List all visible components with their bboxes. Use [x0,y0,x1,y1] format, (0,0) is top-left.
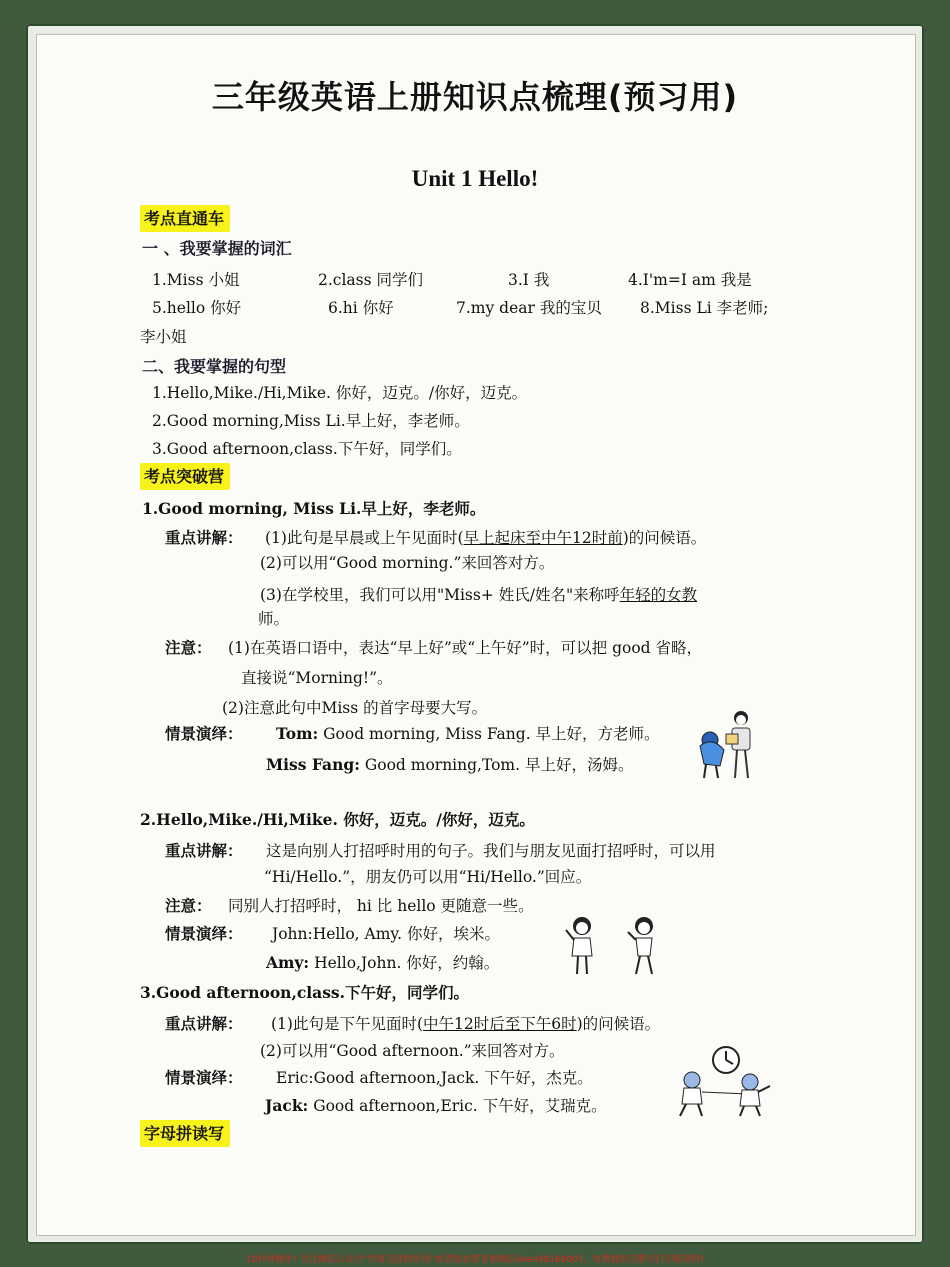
item3-dialog-1: Eric:Good afternoon,Jack. 下午好，杰克。 [276,1069,593,1087]
vocab-item: 7.my dear 我的宝贝 [456,299,602,317]
item1-dialog-1: Tom: Good morning, Miss Fang. 早上好，方老师。 [276,724,660,743]
item2-explain-1: 这是向别人打招呼时用的句子。我们与朋友见面打招呼时，可以用 [266,842,716,860]
greeting-children-illustration [560,912,664,978]
item1-note-label: 注意： [165,639,212,657]
item1-note-1: (1)在英语口语中，表达“早上好”或“上午好”时，可以把 good 省略， [228,639,703,657]
item1-explain-1: (1)此句是早晨或上午见面时(早上起床至中午12时前)的问候语。 [265,529,707,547]
item1-note-2: (2)注意此句中Miss 的首字母要大写。 [222,699,488,717]
sentence-item: 1.Hello,Mike./Hi,Mike. 你好，迈克。/你好，迈克。 [152,384,528,402]
item1-explain-label: 重点讲解： [165,529,243,547]
item3-title: 3.Good afternoon,class.下午好，同学们。 [140,983,470,1002]
teacher-student-illustration [686,706,762,782]
item3-explain-1: (1)此句是下午见面时(中午12时后至下午6时)的问候语。 [271,1015,661,1033]
unit-title: Unit 1 Hello! [411,166,539,191]
vocab-item: 5.hello 你好 [152,299,242,317]
item1-dialog-2: Miss Fang: Good morning,Tom. 早上好，汤姆。 [266,755,634,774]
item1-explain-3-cont: 师。 [258,610,290,628]
item3-explain-label: 重点讲解： [165,1015,243,1033]
clock-children-illustration [668,1044,780,1120]
footer-promo-text: 10秒钟操作! 关注微信公众号“学海无涯助作用”或者添加菜老师微信shen88168007，免费提供完整可打印版资料! [245,1255,705,1265]
vocab-item: 2.class 同学们 [318,271,424,289]
section-kaodian-label: 考点直通车 [140,206,230,229]
vocab-item: 李小姐 [140,328,187,346]
item1-note-1-cont: 直接说“Morning!”。 [241,669,393,687]
item3-explain-2: (2)可以用“Good afternoon.”来回答对方。 [260,1042,565,1060]
item2-scene-label: 情景演绎： [165,925,243,943]
item2-dialog-1: John:Hello, Amy. 你好，埃米。 [272,925,500,943]
vocab-item: 1.Miss 小姐 [152,271,240,289]
item3-dialog-2: Jack: Good afternoon,Eric. 下午好，艾瑞克。 [265,1096,607,1115]
item3-scene-label: 情景演绎： [165,1069,243,1087]
page-title: 三年级英语上册知识点梳理(预习用) [211,78,739,116]
item2-explain-1-cont: “Hi/Hello.”，朋友仍可以用“Hi/Hello.”回应。 [264,868,592,886]
item2-note-label: 注意： [165,897,212,915]
section-zimu-label: 字母拼读写 [140,1121,230,1144]
vocab-item: 3.I 我 [508,271,550,289]
item2-note-1: 同别人打招呼时， hi 比 hello 更随意一些。 [228,897,534,915]
item1-title: 1.Good morning, Miss Li.早上好，李老师。 [142,499,486,518]
item1-explain-3: (3)在学校里，我们可以用"Miss+ 姓氏/姓名"来称呼年轻的女教 [260,586,698,604]
vocab-heading: 一 、我要掌握的词汇 [142,239,292,258]
vocab-item: 8.Miss Li 李老师; [640,299,769,317]
vocab-item: 6.hi 你好 [328,299,394,317]
item2-title: 2.Hello,Mike./Hi,Mike. 你好，迈克。/你好，迈克。 [140,810,535,829]
item2-explain-label: 重点讲解： [165,842,243,860]
item1-scene-label: 情景演绎： [165,725,243,743]
sentence-heading: 二、我要掌握的句型 [142,357,287,376]
item1-explain-2: (2)可以用“Good morning.”来回答对方。 [260,554,555,572]
item2-dialog-2: Amy: Hello,John. 你好，约翰。 [266,953,500,972]
sentence-item: 3.Good afternoon,class.下午好，同学们。 [152,440,462,458]
section-tupo-label: 考点突破营 [140,464,230,487]
vocab-item: 4.I'm=I am 我是 [628,271,752,289]
sentence-item: 2.Good morning,Miss Li.早上好，李老师。 [152,412,470,430]
